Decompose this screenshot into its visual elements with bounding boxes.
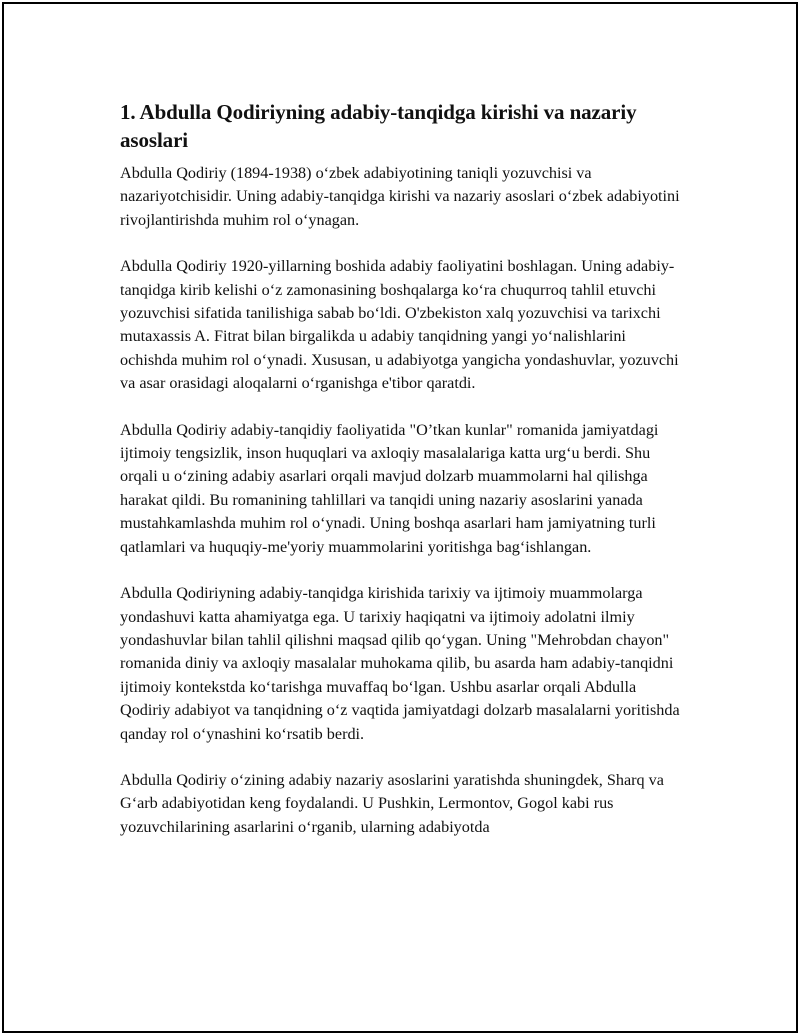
paragraph-5: Abdulla Qodiriy o‘zining adabiy nazariy asoslarini yaratishda shuningdek, Sharq va G‘arb adabiyotidan keng foydalandi. U Pushkin, Lermontov, Gogol kabi rus yozuvchilarining asarlarini o‘rganib, ularning adabiyotda — [120, 770, 664, 836]
paragraph-1: Abdulla Qodiriy (1894-1938) o‘zbek adabiyotining taniqli yozuvchisi va nazariyotchisidir. Uning adabiy-tanqidga kirishi va nazariy asoslari o‘zbek adabiyotini rivojlantirishda muhim rol o‘ynagan. — [120, 164, 680, 229]
document-page — [2, 2, 798, 1033]
paragraph-4: Abdulla Qodiriyning adabiy-tanqidga kirishida tarixiy va ijtimoiy muammolarga yondashuvi katta ahamiyatga ega. U tarixiy haqiqatni va ijtimoiy adolatni ilmiy yondashuvlar bilan tahlil qilishni maqsad qilib qo‘ygan. Uning "Mehrobdan chayon" romanida diniy va axloqiy masalalar muhokama qilib, bu asarda ham adabiy-tanqidni ijtimoiy kontekstda ko‘tarishga muvaffaq bo‘lgan. Ushbu asarlar orqali Abdulla Qodiriy adabiyot va tanqidning o‘z vaqtida jamiyatdagi dolzarb masalalarni yoritishda qanday rol o‘ynashini ko‘rsatib berdi. — [120, 584, 680, 743]
paragraph-2: Abdulla Qodiriy 1920-yillarning boshida adabiy faoliyatini boshlagan. Uning adabiy-tanqidga kirib kelishi o‘z zamonasining boshqalarga ko‘ra chuqurroq tahlil etuvchi yozuvchisi sifatida tanilishiga sabab bo‘ldi. O'zbekiston xalq yozuvchisi va tarixchi mutaxassis A. Fitrat bilan birgalikda u adabiy tanqidning yangi yo‘nalishlarini ochishda muhim rol o‘ynadi. Xususan, u adabiyotga yangicha yondashuvlar, yozuvchi va asar orasidagi aloqalarni o‘rganishga e'tibor qaratdi. — [120, 257, 679, 393]
paragraph-3: Abdulla Qodiriy adabiy-tanqidiy faoliyatida "O’tkan kunlar" romanida jamiyatdagi ijtimoiy tengsizlik, inson huquqlari va axloqiy masalalariga katta urg‘u berdi. Shu orqali u o‘zining adabiy asarlari orqali mavjud dolzarb muammolarni hal qilishga harakat qildi. Bu romanining tahlillari va tanqidi uning nazariy asoslarini yanada mustahkamlashda muhim rol o‘ynadi. Uning boshqa asarlari ham jamiyatning turli qatlamlari va huquqiy-me'yoriy muammolarini yoritishga bag‘ishlangan. — [120, 420, 659, 556]
section-heading: 1. Abdulla Qodiriyning adabiy-tanqidga kirishi va nazariy asoslari — [120, 100, 637, 152]
document-content — [120, 98, 686, 862]
